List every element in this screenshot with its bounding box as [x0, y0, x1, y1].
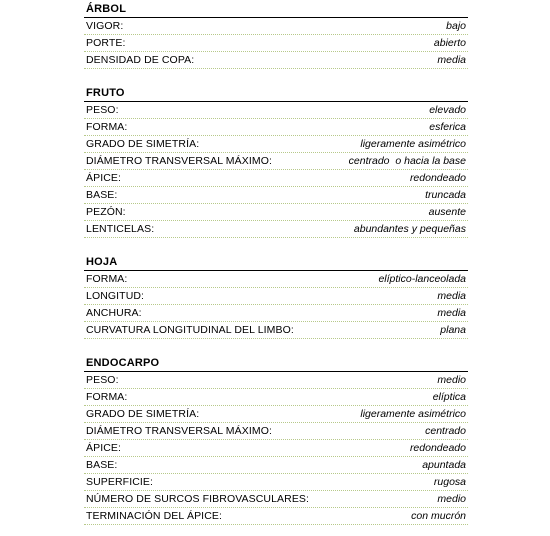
table-row	[84, 423, 468, 440]
table-row	[84, 372, 468, 389]
section-title: ENDOCARPO	[84, 355, 468, 372]
table-row	[84, 508, 468, 525]
row-label: LENTICELAS:	[86, 223, 155, 235]
table-row	[84, 440, 468, 457]
table-row	[84, 389, 468, 406]
table-row	[84, 119, 468, 136]
section-endocarpo	[84, 355, 468, 525]
row-value: con mucrón	[411, 510, 466, 522]
table-row	[84, 136, 468, 153]
row-label: BASE:	[86, 189, 118, 201]
table-row	[84, 305, 468, 322]
row-value: elíptica	[432, 391, 466, 403]
table-row	[84, 102, 468, 119]
row-label: NÚMERO DE SURCOS FIBROVASCULARES:	[86, 493, 310, 505]
table-row	[84, 52, 468, 69]
table-row	[84, 322, 468, 339]
row-value: rugosa	[433, 476, 466, 488]
row-value: abierto	[433, 37, 466, 49]
table-row	[84, 288, 468, 305]
row-label: FORMA:	[86, 391, 128, 403]
row-value: esferica	[429, 121, 466, 133]
table-row	[84, 187, 468, 204]
row-value: truncada	[425, 189, 466, 201]
row-label: PEZÓN:	[86, 206, 126, 218]
row-value: elevado	[429, 104, 466, 116]
row-value: elíptico-lanceolada	[378, 273, 466, 285]
row-value: medio	[437, 493, 466, 505]
row-value: ausente	[428, 206, 466, 218]
row-value: medio	[437, 374, 466, 386]
table-row	[84, 221, 468, 238]
row-label: VIGOR:	[86, 20, 124, 32]
row-label: FORMA:	[86, 121, 128, 133]
table-row	[84, 153, 468, 170]
section-fruto	[84, 85, 468, 238]
row-label: ANCHURA:	[86, 307, 142, 319]
table-row	[84, 35, 468, 52]
table-row	[84, 204, 468, 221]
row-value: bajo	[446, 20, 466, 32]
table-row	[84, 271, 468, 288]
row-value: ligeramente asimétrico	[360, 408, 466, 420]
table-row	[84, 170, 468, 187]
row-label: ÁPICE:	[86, 172, 122, 184]
section-title: FRUTO	[84, 85, 468, 102]
row-label: LONGITUD:	[86, 290, 145, 302]
row-label: DIÁMETRO TRANSVERSAL MÁXIMO:	[86, 155, 272, 167]
table-row	[84, 474, 468, 491]
table-row	[84, 491, 468, 508]
section-hoja	[84, 254, 468, 339]
variety-description-sheet	[84, 1, 468, 525]
row-value: media	[437, 290, 466, 302]
row-label: GRADO DE SIMETRÍA:	[86, 408, 200, 420]
row-label: PESO:	[86, 104, 119, 116]
section-title: ÁRBOL	[84, 1, 468, 18]
row-value: centrado o hacia la base	[348, 155, 466, 167]
table-row	[84, 457, 468, 474]
row-value: apuntada	[422, 459, 466, 471]
row-value: media	[437, 54, 466, 66]
row-value: redondeado	[409, 172, 466, 184]
row-value: abundantes y pequeñas	[353, 223, 466, 235]
row-label: ÁPICE:	[86, 442, 122, 454]
table-row	[84, 18, 468, 35]
row-value: plana	[440, 324, 466, 336]
row-value: ligeramente asimétrico	[360, 138, 466, 150]
row-label: FORMA:	[86, 273, 128, 285]
row-label: PESO:	[86, 374, 119, 386]
section-arbol	[84, 1, 468, 69]
row-label: SUPERFICIE:	[86, 476, 154, 488]
row-label: DENSIDAD DE COPA:	[86, 54, 195, 66]
row-value: centrado	[425, 425, 466, 437]
table-row	[84, 406, 468, 423]
row-label: CURVATURA LONGITUDINAL DEL LIMBO:	[86, 324, 294, 336]
row-label: DIÁMETRO TRANSVERSAL MÁXIMO:	[86, 425, 272, 437]
row-label: GRADO DE SIMETRÍA:	[86, 138, 200, 150]
row-value: redondeado	[409, 442, 466, 454]
row-label: PORTE:	[86, 37, 126, 49]
section-title: HOJA	[84, 254, 468, 271]
row-label: TERMINACIÓN DEL ÁPICE:	[86, 510, 222, 522]
row-label: BASE:	[86, 459, 118, 471]
row-value: media	[437, 307, 466, 319]
